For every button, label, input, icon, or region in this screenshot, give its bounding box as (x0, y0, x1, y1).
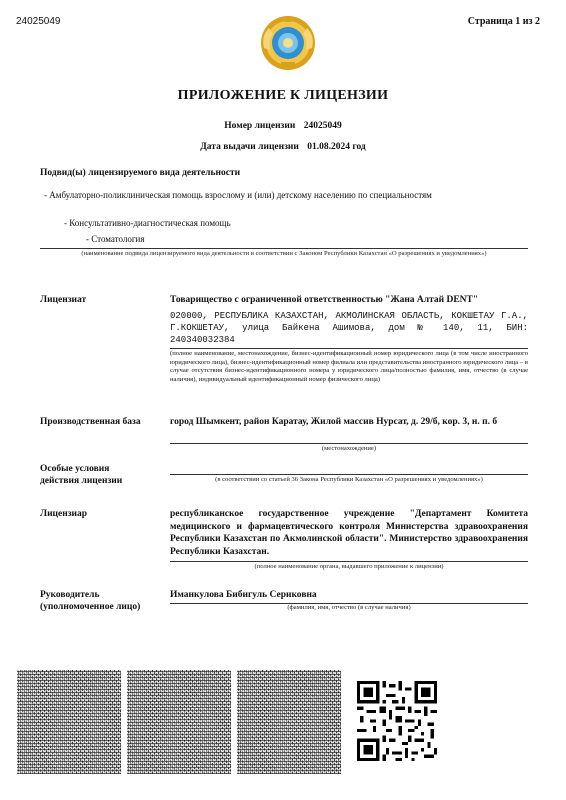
activity-item: - Консультативно-диагностическая помощь (64, 218, 231, 228)
head-note: (фамилия, имя, отчество (в случае наличия) (287, 604, 411, 611)
license-date-value: 01.08.2024 год (307, 142, 366, 152)
production-base-label: Производственная база (40, 417, 141, 427)
production-base-value: город Шымкент, район Каратау, Жилой массив Нурсат, д. 29/б, кор. 3, н. п. б (170, 417, 498, 427)
head-label-line2: (уполномоченное лицо) (40, 602, 141, 612)
special-conditions-label-line1: Особые условия (40, 464, 110, 474)
activity-heading: Подвид(ы) лицензируемого вида деятельности (40, 168, 241, 178)
license-number-label: Номер лицензии (224, 121, 296, 131)
licensee-address: 020000, РЕСПУБЛИКА КАЗАХСТАН, АКМОЛИНСКАЯ ОБЛАСТЬ, КОКШЕТАУ Г.А., Г.КОКШЕТАУ, улица Байкена Ашимова, дом № 140, 11, БИН: 240340032384 (170, 311, 528, 345)
licensor-note: (полное наименование органа, выдавшего приложение к лицензии) (254, 563, 444, 570)
state-emblem-icon (259, 14, 317, 72)
special-conditions-label-line2: действия лицензии (40, 476, 123, 486)
special-conditions-note: (в соответствии со статьей 36 Закона Республики Казахстан «О разрешениях и уведомлениях») (215, 476, 483, 483)
licensor-value: республиканское государственное учреждение "Департамент Комитета медицинского и фармацевтического контроля Министерства здравоохранения Республики Казахстан по Акмолинской области". Министерство здравоохранения Республики Казахстан. (170, 509, 528, 557)
license-date-label: Дата выдачи лицензии (200, 142, 299, 152)
special-conditions-label (40, 463, 122, 487)
license-date-row (0, 142, 566, 152)
license-number-row (0, 121, 566, 131)
divider (170, 561, 528, 562)
head-label (40, 589, 140, 613)
page-indicator: Страница 1 из 2 (467, 16, 540, 27)
digital-signature-stamp (17, 670, 121, 774)
head-value: Иманкулова Бибигуль Сериковна (170, 590, 317, 600)
activity-item: - Амбулаторно-поликлиническая помощь взрослому и (или) детскому населению по специальностям (44, 190, 432, 200)
document-number: 24025049 (16, 16, 61, 27)
head-label-line1: Руководитель (40, 590, 100, 600)
licensee-note: (полное наименование, местонахождение, бизнес-идентификационный номер юридического лица (в том числе иностранного юридического лица), бизнес-идентификационный номер филиала или представительства иностранного юридического лица – в случае отсутствия бизнес-идентификационного номера у юридического лица/полностью фамилия, имя, отчество (в случае наличия), индивидуальный идентификационный номер физического лица) (170, 350, 528, 383)
licensee-name: Товарищество с ограниченной ответственностью "Жана Алтай DENT" (170, 295, 479, 305)
digital-signature-stamp (237, 670, 341, 774)
activity-note: (наименование подвида лицензируемого вида деятельности в соответствии с Законом Республики Казахстан «О разрешениях и уведомлениях») (81, 250, 487, 257)
licensor-label: Лицензиар (40, 509, 88, 519)
divider (40, 248, 528, 249)
document-title: ПРИЛОЖЕНИЕ К ЛИЦЕНЗИИ (177, 88, 389, 103)
divider (170, 443, 528, 444)
digital-signature-stamp (127, 670, 231, 774)
license-number-value: 24025049 (303, 121, 342, 131)
licensee-label: Лицензиат (40, 295, 87, 305)
divider (170, 348, 528, 349)
activity-item: - Стоматология (86, 234, 145, 244)
qr-code-icon (357, 681, 437, 761)
divider (170, 474, 528, 475)
production-base-note: (местонахождение) (321, 445, 377, 452)
